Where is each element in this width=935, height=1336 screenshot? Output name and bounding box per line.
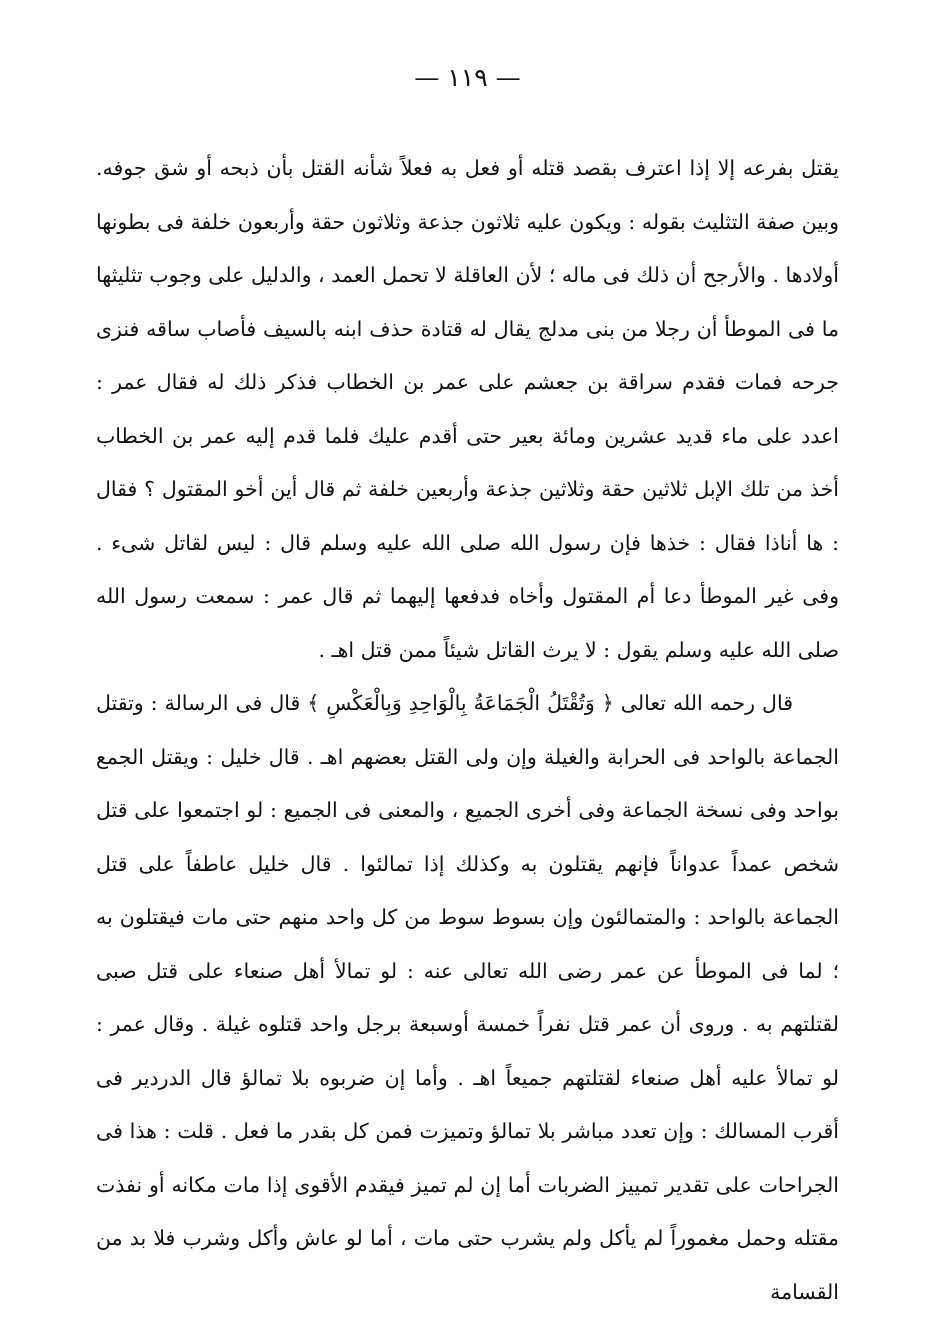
page-number: — ١١٩ — (414, 63, 521, 92)
paragraph-1: يقتل بفرعه إلا إذا اعترف بقصد قتله أو فعل به فعلاً شأنه القتل بأن ذبحه أو شق جوفه. وبين صفة التثليث بقوله : ويكون عليه ثلاثون جذعة وثلاثون حقة وأربعون خلفة فى بطونها أولادها . والأرجح أن ذلك فى ماله ؛ لأن العاقلة لا تحمل العمد ، والدليل على وجوب تثليثها ما فى الموطأ أن رجلا من بنى مدلج يقال له قتادة حذف ابنه بالسيف فأصاب ساقه فنزى جرحه فمات فقدم سراقة بن جعشم على عمر بن الخطاب فذكر ذلك له فقال عمر : اعدد على ماء قديد عشرين ومائة بعير حتى أقدم عليك فلما قدم إليه عمر بن الخطاب أخذ من تلك الإبل ثلاثين حقة وثلاثين جذعة وأربعين خلفة ثم قال أين أخو المقتول ؟ فقال : ها أناذا فقال : خذها فإن رسول الله صلى الله عليه وسلم قال : ليس لقاتل شىء . وفى غير الموطأ دعا أم المقتول وأخاه فدفعها إليهما ثم قال عمر : سمعت رسول الله صلى الله عليه وسلم يقول : لا يرث القاتل شيئاً ممن قتل اهـ . (96, 156, 839, 662)
paragraph-2: قال رحمه الله تعالى ﴿ وَتُقْتَلُ الْجَمَاعَةُ بِالْوَاحِدِ وَبِالْعَكْسِ ﴾ قال فى الرسالة : وتقتل الجماعة بالواحد فى الحرابة والغيلة وإن ولى القتل بعضهم اهـ . قال خليل : ويقتل الجمع بواحد وفى نسخة الجماعة وفى أخرى الجميع ، والمعنى فى الجميع : لو اجتمعوا على قتل شخص عمداً عدواناً فإنهم يقتلون به وكذلك إذا تمالئوا . قال خليل عاطفاً على قتل الجماعة بالواحد : والمتمالئون وإن بسوط سوط من كل واحد منهم حتى مات فيقتلون به ؛ لما فى الموطأ عن عمر رضى الله تعالى عنه : لو تمالأ أهل صنعاء على قتل صبى لقتلتهم به . وروى أن عمر قتل نفراً خمسة أوسبعة برجل واحد قتلوه غيلة . وقال عمر : لو تمالأ عليه أهل صنعاء لقتلتهم جميعاً اهـ . وأما إن ضربوه بلا تمالؤ قال الدردير فى أقرب المسالك : وإن تعدد مباشر بلا تمالؤ وتميزت فمن كل بقدر ما فعل . قلت : هذا فى الجراحات على تقدير تمييز الضربات أما إن لم تميز فيقدم الأقوى إذا مات مكانه أو نفذت مقتله وحمل مغموراً لم يأكل ولم يشرب حتى مات ، أما لو عاش وأكل وشرب فلا بد من القسامة (96, 691, 839, 1304)
body-text (96, 142, 839, 1319)
